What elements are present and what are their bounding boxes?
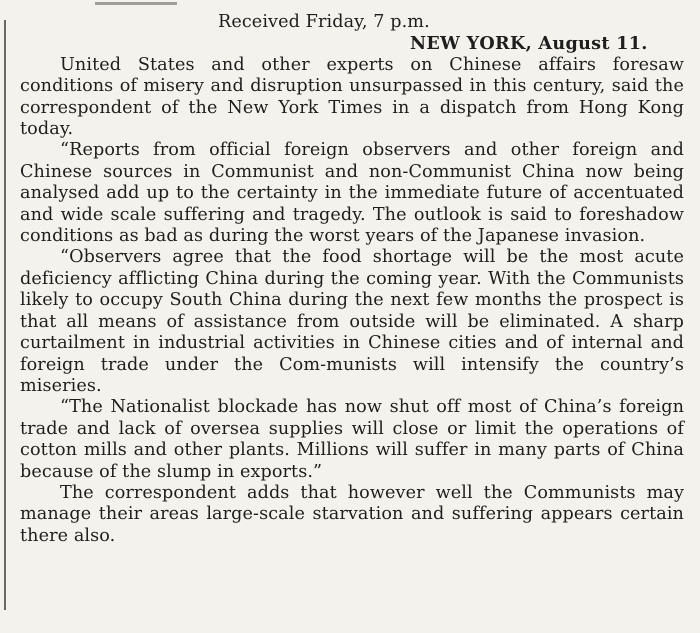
dateline: NEW YORK, August 11.: [410, 33, 648, 55]
paragraph-5: The correspondent adds that however well the Communists may manage their areas large-scale starvation and suffering appears certain there also.: [20, 482, 684, 546]
left-column-rule: [4, 20, 6, 610]
paragraph-1: United States and other experts on Chinese affairs foresaw conditions of misery and disruption unsurpassed in this century, said the correspondent of the New York Times in a dispatch from Hong Kong today.: [20, 54, 684, 140]
paragraph-4: “The Nationalist blockade has now shut off most of China’s foreign trade and lack of oversea supplies will close or limit the operations of cotton mills and other plants. Millions will suffer in many parts of China because of the slump in exports.”: [20, 397, 684, 482]
article-body: [20, 12, 684, 547]
paragraph-2: “Reports from official foreign observers and other foreign and Chinese sources in Communist and non-Communist China now being analysed add up to the certainty in the immediate future of accentuated and wide scale suffering and tragedy. The outlook is said to foreshadow conditions as bad as during the worst years of the Japanese invasion.: [20, 140, 684, 247]
received-line: Received Friday, 7 p.m.: [218, 12, 430, 32]
top-edge-mark: [95, 2, 177, 5]
paragraph-3: “Observers agree that the food shortage will be the most acute deficiency afflicting China during the coming year. With the Communists likely to occupy South China during the next few months the prospect is that all means of assistance from outside will be eliminated. A sharp curtailment in industrial activities in Chinese cities and of internal and foreign trade under the Com-munists will intensify the country’s miseries.: [20, 247, 684, 396]
